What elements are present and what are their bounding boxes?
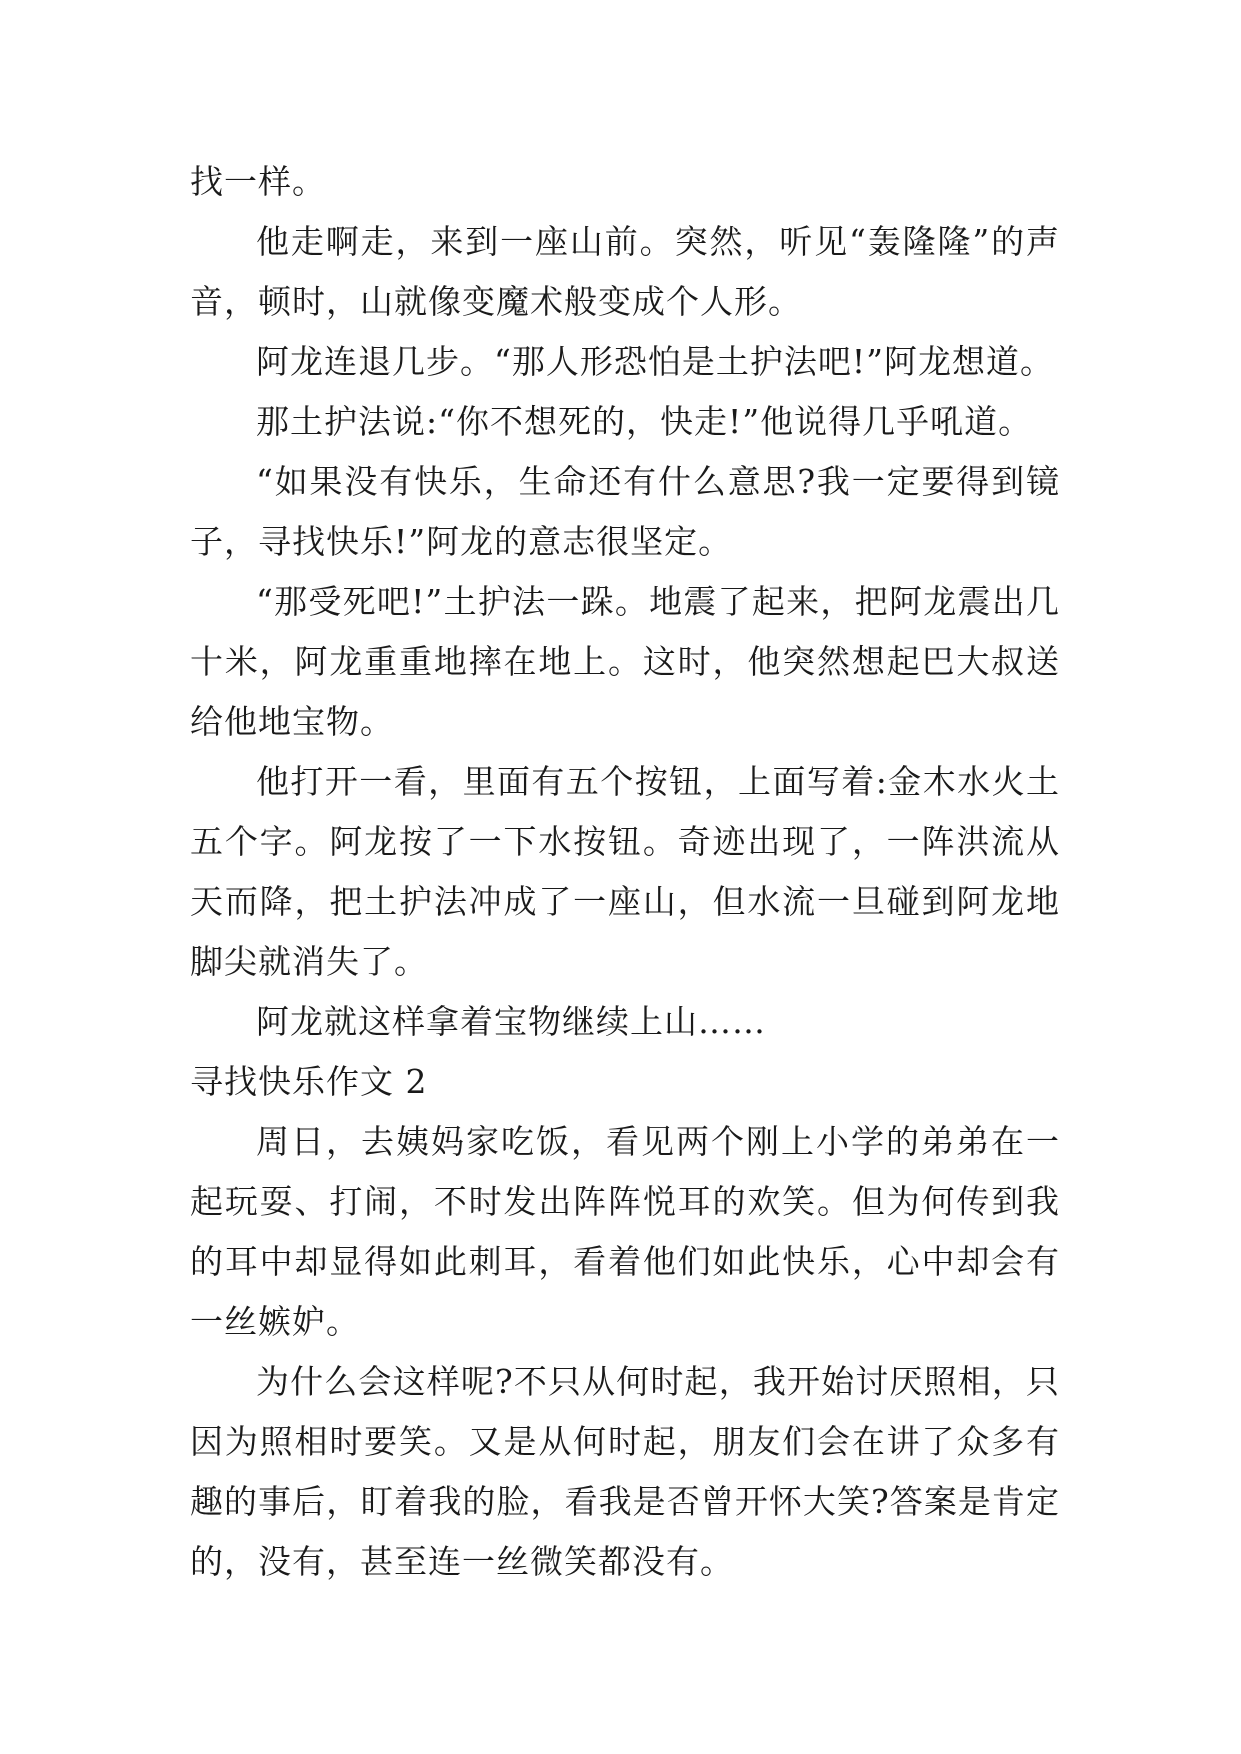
paragraph: 他走啊走，来到一座山前。突然，听见“轰隆隆”的声音，顿时，山就像变魔术般变成个人形。 <box>190 222 1060 321</box>
paragraph: 周日，去姨妈家吃饭，看见两个刚上小学的弟弟在一起玩耍、打闹，不时发出阵阵悦耳的欢笑。但为何传到我的耳中却显得如此刺耳，看着他们如此快乐，心中却会有一丝嫉妒。 <box>190 1122 1060 1341</box>
paragraph: 他打开一看，里面有五个按钮，上面写着:金木水火土五个字。阿龙按了一下水按钮。奇迹出现了，一阵洪流从天而降，把土护法冲成了一座山，但水流一旦碰到阿龙地脚尖就消失了。 <box>190 762 1060 981</box>
section-heading: 寻找快乐作文 2 <box>190 1062 428 1101</box>
paragraph: 找一样。 <box>190 162 326 201</box>
paragraph: 为什么会这样呢?不只从何时起，我开始讨厌照相，只因为照相时要笑。又是从何时起，朋友们会在讲了众多有趣的事后，盯着我的脸，看我是否曾开怀大笑?答案是肯定的，没有，甚至连一丝微笑都没有。 <box>190 1362 1060 1581</box>
paragraph: “那受死吧!”土护法一跺。地震了起来，把阿龙震出几十米，阿龙重重地摔在地上。这时，他突然想起巴大叔送给他地宝物。 <box>190 582 1060 741</box>
paragraph: 那土护法说:“你不想死的，快走!”他说得几乎吼道。 <box>256 402 1033 441</box>
document-body <box>190 152 1060 1592</box>
paragraph: 阿龙连退几步。“那人形恐怕是土护法吧!”阿龙想道。 <box>256 342 1055 381</box>
paragraph: 阿龙就这样拿着宝物继续上山…… <box>256 1002 766 1041</box>
paragraph: “如果没有快乐，生命还有什么意思?我一定要得到镜子，寻找快乐!”阿龙的意志很坚定。 <box>190 462 1060 561</box>
